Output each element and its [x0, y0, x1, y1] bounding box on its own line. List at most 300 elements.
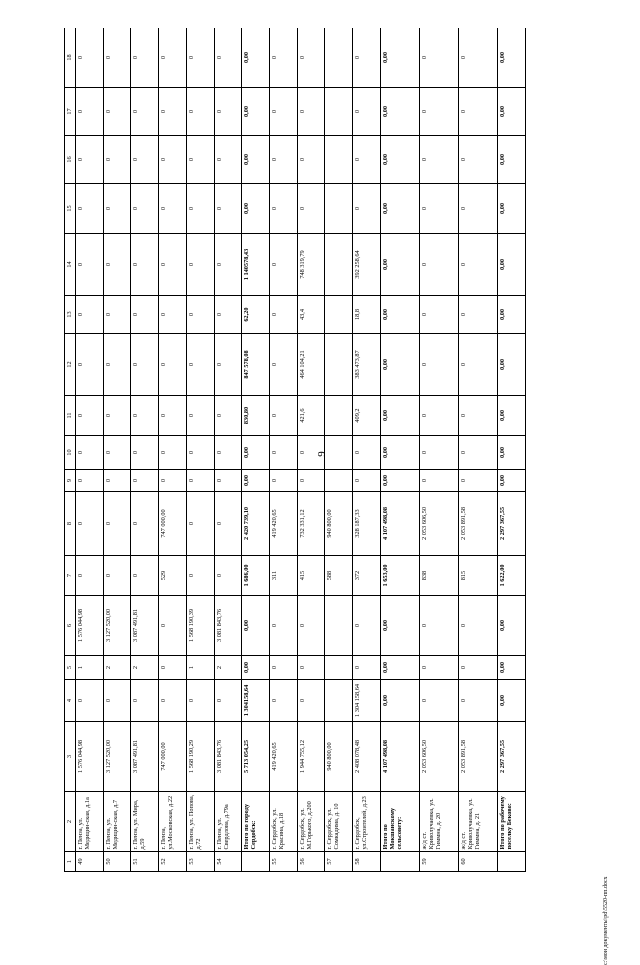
value-cell: 0 — [269, 680, 297, 722]
value-cell: 0 — [159, 28, 187, 88]
header-cell-18: 18 — [65, 28, 76, 88]
value-cell: 0,00 — [498, 184, 526, 234]
value-cell: 0 — [419, 680, 458, 722]
value-cell: 0 — [76, 88, 104, 136]
header-cell-13: 13 — [65, 296, 76, 334]
value-cell: 0 — [214, 436, 242, 470]
value-cell: 0 — [186, 88, 214, 136]
value-cell: 830,80 — [242, 396, 270, 436]
value-cell: 1 944 755,12 — [297, 722, 325, 792]
value-cell: 1 304158,64 — [242, 680, 270, 722]
value-cell: 2 408 078,48 — [353, 722, 381, 792]
header-cell-9: 9 — [65, 470, 76, 492]
value-cell: 1 304 158,64 — [353, 680, 381, 722]
value-cell — [325, 470, 353, 492]
value-cell: 0 — [159, 470, 187, 492]
value-cell: 43,4 — [297, 296, 325, 334]
value-cell: 0 — [353, 470, 381, 492]
row-number-cell: 58 — [353, 852, 381, 872]
value-cell: 940 800,00 — [325, 722, 353, 792]
value-cell — [325, 680, 353, 722]
value-cell: 0 — [186, 334, 214, 396]
value-cell: 0 — [269, 596, 297, 656]
value-cell: 0 — [269, 234, 297, 296]
total-row — [498, 28, 526, 872]
value-cell: 0 — [214, 396, 242, 436]
value-cell: 0 — [353, 136, 381, 184]
value-cell: 1 576 044,98 — [76, 722, 104, 792]
value-cell: 1 686,00 — [242, 556, 270, 596]
value-cell: 0 — [458, 184, 497, 234]
value-cell: 0,00 — [498, 88, 526, 136]
header-cell-5: 5 — [65, 656, 76, 680]
value-cell: 0 — [419, 28, 458, 88]
row-number-cell: 52 — [159, 852, 187, 872]
address-cell: Итого по городу Сердобск: — [242, 792, 270, 852]
value-cell: 0 — [76, 28, 104, 88]
value-cell: 0 — [214, 556, 242, 596]
rotated-table-container — [64, 28, 526, 872]
value-cell: 838 — [419, 556, 458, 596]
value-cell: 0 — [186, 396, 214, 436]
value-cell: 0 — [269, 334, 297, 396]
value-cell: 0 — [186, 556, 214, 596]
value-cell: 0 — [76, 184, 104, 234]
value-cell: 415 — [297, 556, 325, 596]
value-cell: 2 297 367,55 — [498, 492, 526, 556]
value-cell: 0 — [159, 436, 187, 470]
value-cell: 0,00 — [242, 136, 270, 184]
value-cell: 0 — [297, 184, 325, 234]
value-cell: 0 — [269, 136, 297, 184]
value-cell: 0 — [76, 396, 104, 436]
value-cell: 5 713 054,25 — [242, 722, 270, 792]
value-cell: 0,00 — [498, 28, 526, 88]
value-cell — [325, 296, 353, 334]
value-cell: 0 — [186, 184, 214, 234]
value-cell: 0,00 — [380, 656, 419, 680]
address-cell: г. Сердобск, ул. Красина, д.18 — [269, 792, 297, 852]
value-cell: 0 — [353, 184, 381, 234]
value-cell: 0 — [458, 334, 497, 396]
value-cell: 588 — [325, 556, 353, 596]
value-cell: 0 — [159, 396, 187, 436]
value-cell: 0 — [214, 234, 242, 296]
value-cell: 0,00 — [498, 656, 526, 680]
value-cell: 0 — [159, 88, 187, 136]
value-cell: 0,00 — [498, 436, 526, 470]
value-cell: 0 — [131, 334, 159, 396]
value-cell: 748 319,79 — [297, 234, 325, 296]
value-cell: 4 107 498,08 — [380, 722, 419, 792]
value-cell: 0 — [186, 470, 214, 492]
value-cell: 0 — [297, 88, 325, 136]
value-cell: 0 — [419, 436, 458, 470]
value-cell: 62,20 — [242, 296, 270, 334]
value-cell: 2 — [103, 656, 131, 680]
value-cell: 0 — [76, 680, 104, 722]
value-cell: 0 — [103, 334, 131, 396]
value-cell — [325, 28, 353, 88]
footer-file-path: c:\мои документы\pd\5520-пп.docx — [603, 876, 609, 965]
address-cell: Итого по Мокшанскому сельсовету: — [380, 792, 419, 852]
value-cell: 0 — [269, 296, 297, 334]
value-cell: 0 — [458, 680, 497, 722]
value-cell: 2 053 891,58 — [458, 722, 497, 792]
table-row — [458, 28, 497, 872]
value-cell: 2 — [214, 656, 242, 680]
table-row — [419, 28, 458, 872]
value-cell: 372 — [353, 556, 381, 596]
address-cell: г. Сердобск, ул. М.Горького, д.200 — [297, 792, 325, 852]
value-cell: 0 — [297, 436, 325, 470]
value-cell: 1 568 190,39 — [186, 596, 214, 656]
value-cell: 419 420,65 — [269, 722, 297, 792]
value-cell: 0,00 — [498, 296, 526, 334]
address-cell: г. Сердобск, ул. Сомкадима, д. 10 — [325, 792, 353, 852]
header-cell-6: 6 — [65, 596, 76, 656]
header-cell-4: 4 — [65, 680, 76, 722]
value-cell: 0 — [76, 296, 104, 334]
value-cell: 0 — [419, 470, 458, 492]
value-cell: 0 — [186, 680, 214, 722]
value-cell: 3 127 520,00 — [103, 596, 131, 656]
value-cell: 0 — [297, 136, 325, 184]
value-cell: 0 — [159, 136, 187, 184]
value-cell: 0 — [269, 470, 297, 492]
value-cell: 0 — [131, 296, 159, 334]
value-cell: 0,00 — [498, 470, 526, 492]
value-cell: 0 — [103, 492, 131, 556]
address-cell: г. Пенза, ул. Мира, д.59 — [131, 792, 159, 852]
value-cell: 0,00 — [498, 680, 526, 722]
value-cell: 409,2 — [353, 396, 381, 436]
value-cell: 0 — [297, 680, 325, 722]
value-cell: 383 473,87 — [353, 334, 381, 396]
value-cell: 747 000,00 — [159, 722, 187, 792]
value-cell: 847 578,08 — [242, 334, 270, 396]
value-cell: 2 — [131, 656, 159, 680]
value-cell: 0 — [214, 296, 242, 334]
value-cell — [325, 88, 353, 136]
row-number-cell — [498, 852, 526, 872]
value-cell: 0 — [131, 136, 159, 184]
value-cell: 392 258,64 — [353, 234, 381, 296]
header-cell-17: 17 — [65, 88, 76, 136]
value-cell: 732 331,12 — [297, 492, 325, 556]
value-cell: 3 127 520,00 — [103, 722, 131, 792]
value-cell: 0 — [186, 492, 214, 556]
value-cell — [325, 334, 353, 396]
value-cell — [325, 234, 353, 296]
value-cell: 0 — [131, 680, 159, 722]
value-cell: 0,00 — [242, 184, 270, 234]
value-cell: 0,00 — [498, 596, 526, 656]
value-cell: 0 — [297, 596, 325, 656]
value-cell: 0 — [214, 470, 242, 492]
value-cell: 0 — [214, 28, 242, 88]
value-cell: 0 — [159, 656, 187, 680]
value-cell: 2 053 891,58 — [458, 492, 497, 556]
value-cell: 0,00 — [498, 234, 526, 296]
table-row — [214, 28, 242, 872]
value-cell: 0,00 — [380, 28, 419, 88]
value-cell: 419 420,65 — [269, 492, 297, 556]
table-row — [269, 28, 297, 872]
value-cell: 0 — [353, 28, 381, 88]
address-cell: г. Пенза, ул. Медицин-ская, д.7 — [103, 792, 131, 852]
value-cell: 815 — [458, 556, 497, 596]
value-cell: 0 — [159, 296, 187, 334]
value-cell: 0 — [458, 88, 497, 136]
value-cell: 1 568 190,29 — [186, 722, 214, 792]
address-cell: г. Пенза, ул. Медицин-ская, д.1а — [76, 792, 104, 852]
value-cell: 0 — [419, 656, 458, 680]
page-number: 9 — [316, 451, 328, 457]
value-cell: 3 087 491,81 — [131, 722, 159, 792]
value-cell: 0 — [458, 436, 497, 470]
value-cell: 0 — [269, 88, 297, 136]
address-cell: г. Пенза, ул. Попова, д.72 — [186, 792, 214, 852]
value-cell: 0 — [103, 556, 131, 596]
value-cell: 0 — [458, 28, 497, 88]
total-row — [380, 28, 419, 872]
row-number-cell: 56 — [297, 852, 325, 872]
row-number-cell: 51 — [131, 852, 159, 872]
value-cell: 3 081 843,76 — [214, 596, 242, 656]
value-cell: 747 000,00 — [159, 492, 187, 556]
row-number-cell — [242, 852, 270, 872]
value-cell: 0 — [159, 234, 187, 296]
value-cell: 0 — [131, 470, 159, 492]
value-cell: 3 081 843,76 — [214, 722, 242, 792]
value-cell: 0,00 — [242, 656, 270, 680]
value-cell: 0 — [353, 596, 381, 656]
value-cell — [325, 596, 353, 656]
value-cell: 0 — [214, 680, 242, 722]
row-number-cell: 57 — [325, 852, 353, 872]
value-cell: 0 — [269, 436, 297, 470]
value-cell: 0 — [269, 28, 297, 88]
header-cell-15: 15 — [65, 184, 76, 234]
value-cell: 0,00 — [380, 680, 419, 722]
value-cell: 0 — [159, 596, 187, 656]
value-cell: 0 — [458, 296, 497, 334]
value-cell: 0 — [159, 334, 187, 396]
value-cell: 0 — [131, 396, 159, 436]
value-cell: 1 140578,43 — [242, 234, 270, 296]
value-cell: 0 — [103, 680, 131, 722]
value-cell: 0 — [103, 234, 131, 296]
value-cell: 0 — [214, 136, 242, 184]
value-cell: 0 — [419, 136, 458, 184]
value-cell: 0,00 — [380, 396, 419, 436]
value-cell: 0,00 — [242, 596, 270, 656]
row-number-cell: 59 — [419, 852, 458, 872]
value-cell: 1 576 044,98 — [76, 596, 104, 656]
value-cell: 0,00 — [380, 596, 419, 656]
value-cell: 1 653,00 — [380, 556, 419, 596]
value-cell: 0 — [297, 656, 325, 680]
value-cell: 0 — [458, 136, 497, 184]
value-cell: 0 — [419, 296, 458, 334]
value-cell: 0 — [103, 136, 131, 184]
value-cell: 0 — [186, 234, 214, 296]
value-cell: 0 — [76, 436, 104, 470]
value-cell: 0 — [103, 436, 131, 470]
value-cell: 2 053 606,50 — [419, 492, 458, 556]
row-number-cell: 60 — [458, 852, 497, 872]
value-cell: 0 — [186, 296, 214, 334]
value-cell: 311 — [269, 556, 297, 596]
value-cell: 2 420 739,10 — [242, 492, 270, 556]
value-cell: 0 — [103, 88, 131, 136]
value-cell: 0 — [353, 656, 381, 680]
header-cell-12: 12 — [65, 334, 76, 396]
value-cell — [325, 656, 353, 680]
value-cell: 0,00 — [380, 436, 419, 470]
value-cell: 1 — [76, 656, 104, 680]
value-cell — [325, 136, 353, 184]
value-cell: 0 — [214, 492, 242, 556]
value-cell: 0 — [159, 184, 187, 234]
total-row — [242, 28, 270, 872]
header-row — [65, 28, 76, 872]
table-row — [131, 28, 159, 872]
header-cell-7: 7 — [65, 556, 76, 596]
value-cell — [325, 436, 353, 470]
value-cell: 0 — [131, 492, 159, 556]
value-cell: 0 — [76, 492, 104, 556]
row-number-cell: 54 — [214, 852, 242, 872]
row-number-cell: 50 — [103, 852, 131, 872]
value-cell: 0,00 — [380, 184, 419, 234]
value-cell: 2 297 367,55 — [498, 722, 526, 792]
value-cell: 0,00 — [242, 88, 270, 136]
value-cell: 0 — [131, 234, 159, 296]
value-cell: 0,00 — [242, 436, 270, 470]
value-cell: 1 — [186, 656, 214, 680]
value-cell: 0 — [353, 88, 381, 136]
value-cell: 0 — [103, 296, 131, 334]
value-cell: 0 — [76, 334, 104, 396]
table-row — [186, 28, 214, 872]
value-cell — [325, 396, 353, 436]
value-cell: 0,00 — [380, 136, 419, 184]
value-cell: 0 — [76, 470, 104, 492]
address-cell: Итого по рабочему поселку Беково: — [498, 792, 526, 852]
value-cell: 0 — [419, 234, 458, 296]
value-cell: 0 — [214, 334, 242, 396]
value-cell: 0 — [419, 88, 458, 136]
value-cell: 0 — [419, 596, 458, 656]
header-cell-3: 3 — [65, 722, 76, 792]
value-cell: 0 — [103, 184, 131, 234]
header-cell-2: 2 — [65, 792, 76, 852]
value-cell: 328 187,33 — [353, 492, 381, 556]
value-cell: 0,00 — [380, 334, 419, 396]
header-cell-1: 1 — [65, 852, 76, 872]
rotated-table-sheet — [64, 28, 526, 872]
address-cell: ж/д ст. Криволучаевка, ул. Гиммна, д. 21 — [458, 792, 497, 852]
value-cell: 1 622,00 — [498, 556, 526, 596]
value-cell: 0,00 — [242, 470, 270, 492]
value-cell: 0 — [297, 470, 325, 492]
value-cell: 0 — [186, 28, 214, 88]
header-cell-16: 16 — [65, 136, 76, 184]
value-cell: 0 — [76, 234, 104, 296]
value-cell: 421,6 — [297, 396, 325, 436]
value-cell: 0 — [458, 470, 497, 492]
value-cell: 3 087 491,81 — [131, 596, 159, 656]
value-cell: 0,00 — [380, 470, 419, 492]
value-cell: 529 — [159, 556, 187, 596]
value-cell: 0 — [419, 184, 458, 234]
value-cell: 0 — [269, 184, 297, 234]
address-cell: ж/д ст. Криволучаевка, ул. Гиммна, д. 20 — [419, 792, 458, 852]
value-cell: 0,00 — [498, 396, 526, 436]
value-cell: 0 — [76, 136, 104, 184]
value-cell: 0 — [269, 396, 297, 436]
value-cell — [325, 184, 353, 234]
value-cell: 0,00 — [380, 234, 419, 296]
value-cell: 0,00 — [380, 296, 419, 334]
address-cell: г. Пенза, ул. Свердлова, д.79а — [214, 792, 242, 852]
value-cell: 0 — [419, 396, 458, 436]
table-row — [325, 28, 353, 872]
value-cell: 0 — [297, 28, 325, 88]
value-cell: 0 — [214, 88, 242, 136]
address-cell: г. Пенза, ул.Московская, д.22 — [159, 792, 187, 852]
value-cell: 0 — [131, 556, 159, 596]
value-cell: 0 — [458, 596, 497, 656]
value-cell: 0 — [159, 680, 187, 722]
value-cell: 18,8 — [353, 296, 381, 334]
value-cell: 0 — [269, 656, 297, 680]
value-cell: 0 — [186, 436, 214, 470]
table-row — [159, 28, 187, 872]
value-cell: 0 — [458, 656, 497, 680]
value-cell: 0 — [458, 396, 497, 436]
row-number-cell — [380, 852, 419, 872]
value-cell: 0,00 — [242, 28, 270, 88]
data-table — [64, 28, 526, 872]
table-row — [103, 28, 131, 872]
value-cell: 0 — [186, 136, 214, 184]
row-number-cell: 55 — [269, 852, 297, 872]
value-cell: 0 — [76, 556, 104, 596]
value-cell: 940 800,00 — [325, 492, 353, 556]
value-cell: 0 — [103, 396, 131, 436]
header-cell-10: 10 — [65, 436, 76, 470]
header-cell-14: 14 — [65, 234, 76, 296]
header-cell-11: 11 — [65, 396, 76, 436]
value-cell: 0,00 — [380, 88, 419, 136]
value-cell: 0 — [353, 436, 381, 470]
row-number-cell: 53 — [186, 852, 214, 872]
header-cell-8: 8 — [65, 492, 76, 556]
value-cell: 0 — [458, 234, 497, 296]
value-cell: 2 053 606,50 — [419, 722, 458, 792]
value-cell: 0,00 — [498, 334, 526, 396]
table-row — [353, 28, 381, 872]
table-row — [76, 28, 104, 872]
value-cell: 0 — [131, 88, 159, 136]
table-row — [297, 28, 325, 872]
value-cell: 0 — [419, 334, 458, 396]
value-cell: 0 — [131, 28, 159, 88]
value-cell: 0 — [214, 184, 242, 234]
